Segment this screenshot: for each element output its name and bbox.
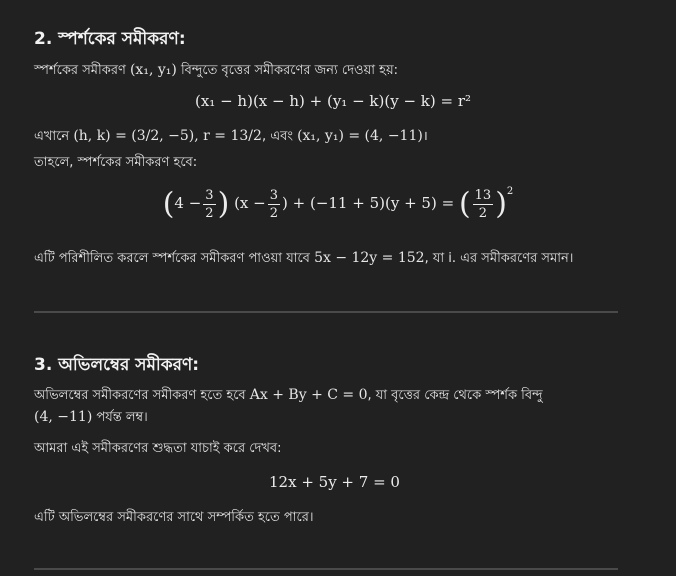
fraction-1-den: 2: [205, 205, 214, 221]
fraction-3-den: 2: [478, 205, 488, 221]
section-2-where: [34, 126, 428, 147]
result-text-post: , যা i. এর সমীকরণের সমান।: [424, 251, 574, 266]
where-math-2: (x₁, y₁) = (4, −11): [297, 128, 423, 144]
section-divider-bottom: [34, 568, 618, 570]
section-2-then: তাহলে, স্পর্শকের সমীকরণ হবে:: [34, 155, 198, 170]
section-3-closing: এটি অভিলম্বের সমীকরণের সাথে সম্পর্কিত হতে পারে।: [34, 510, 314, 525]
section-2-result: [34, 248, 573, 269]
line2-text-post: পর্যন্ত লম্ব।: [92, 410, 148, 425]
where-text-post: ।: [422, 129, 428, 144]
result-text-pre: এটি পরিশীলিত করলে স্পর্শকের সমীকরণ পাওয়া যাবে: [34, 251, 315, 266]
section-3-line-1: [34, 385, 543, 406]
section-2-heading: 2. স্পর্শকের সমীকরণ:: [34, 29, 186, 49]
fraction-3: [473, 189, 494, 220]
where-text-mid: , এবং: [261, 129, 298, 144]
fraction-3-num: 13: [474, 187, 492, 203]
section-3-heading: 3. অভিলম্বের সমীকরণ:: [34, 355, 200, 375]
fraction-1: [203, 189, 215, 220]
line2-math: (4, −11): [34, 409, 93, 425]
section-divider: [34, 311, 618, 313]
result-math: 5x − 12y = 152: [314, 250, 425, 266]
intro-text-pre: স্পর্শকের সমীকরণ: [34, 63, 130, 78]
fraction-2: [268, 189, 280, 220]
line1-text-post: , যা বৃত্তের কেন্দ্র থেকে স্পর্শক বিন্দু: [367, 388, 543, 403]
fraction-2-den: 2: [269, 205, 279, 221]
intro-math: (x₁, y₁): [129, 62, 177, 78]
tangent-substituted-equation: [0, 186, 676, 222]
exponent: 2: [506, 186, 514, 197]
intro-text-post: বিন্দুতে বৃত্তের সমীকরণের জন্য দেওয়া হয়:: [176, 63, 399, 78]
where-math-1: (h, k) = (3/2, −5), r = 13/2: [73, 128, 262, 144]
line1-text-pre: অভিলম্বের সমীকরণের সমীকরণ হতে হবে: [34, 388, 250, 403]
paren-open: (: [162, 186, 175, 222]
where-text-pre: এখানে: [34, 129, 74, 144]
eq-part-1: 4 −: [174, 194, 202, 212]
fraction-2-num: 3: [269, 187, 279, 203]
section-3-check: আমরা এই সমীকরণের শুদ্ধতা যাচাই করে দেখব:: [34, 441, 282, 456]
paren-close-2: ): [495, 186, 507, 222]
fraction-1-num: 3: [205, 187, 214, 203]
paren-open-2: (: [458, 186, 471, 222]
line1-math: Ax + By + C = 0: [249, 387, 368, 403]
section-3-line-2: [34, 407, 148, 428]
normal-equation: 12x + 5y + 7 = 0: [269, 473, 400, 491]
tangent-general-formula: (x₁ − h)(x − h) + (y₁ − k)(y − k) = r²: [195, 92, 472, 110]
paren-close: ): [217, 186, 230, 222]
eq-part-3: ) + (−11 + 5)(y + 5) =: [282, 194, 455, 212]
eq-part-2: (x −: [234, 194, 266, 212]
section-2-intro: [34, 60, 398, 81]
